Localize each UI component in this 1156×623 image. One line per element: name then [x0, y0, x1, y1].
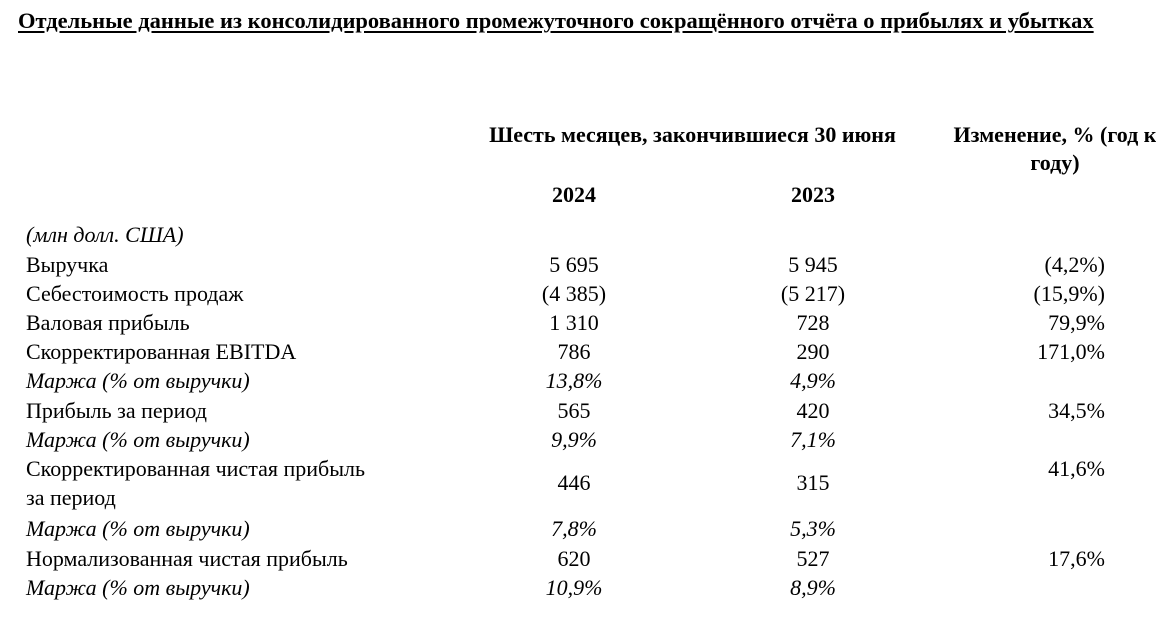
value-2024: 7,8% — [551, 516, 597, 541]
units-label: (млн долл. США) — [26, 222, 184, 247]
row-label-line-1: Скорректированная чистая прибыль — [26, 456, 365, 481]
row-label: Прибыль за период — [26, 398, 207, 423]
value-2024: 9,9% — [551, 427, 597, 452]
year-2024-header: 2024 — [552, 182, 596, 207]
value-2024: 10,9% — [545, 575, 603, 600]
value-2023: 7,1% — [790, 427, 836, 452]
value-2023: 290 — [796, 339, 830, 364]
value-2024: 1 310 — [549, 310, 599, 335]
value-2024: 620 — [557, 546, 591, 571]
value-2023: 4,9% — [790, 368, 836, 393]
row-label: Себестоимость продаж — [26, 281, 244, 306]
row-label: Маржа (% от выручки) — [26, 575, 250, 600]
row-label: Нормализованная чистая прибыль — [26, 546, 348, 571]
value-2024: 5 695 — [549, 252, 599, 277]
value-change: (15,9%) — [1033, 281, 1105, 306]
value-2023: 5 945 — [788, 252, 838, 277]
row-label: Скорректированная EBITDA — [26, 339, 297, 364]
change-header: Изменение, % (год к году) — [953, 122, 1156, 175]
document-title: Отдельные данные из консолидированного промежуточного сокращённого отчёта о прибылях и убытках — [18, 8, 1094, 33]
value-2023: 420 — [796, 398, 830, 423]
year-2023-header: 2023 — [791, 182, 835, 207]
value-change: 41,6% — [1048, 456, 1105, 481]
value-2024: 786 — [557, 339, 591, 364]
value-2024: 13,8% — [545, 368, 603, 393]
value-2023: 315 — [796, 470, 830, 495]
row-label: Валовая прибыль — [26, 310, 190, 335]
value-2023: 728 — [796, 310, 830, 335]
period-header: Шесть месяцев, закончившиеся 30 июня — [489, 122, 896, 147]
value-2024: 446 — [557, 470, 591, 495]
value-change: 34,5% — [1048, 398, 1105, 423]
value-change: 171,0% — [1037, 339, 1105, 364]
row-label: Маржа (% от выручки) — [26, 368, 250, 393]
row-label: Выручка — [26, 252, 109, 277]
value-2024: (4 385) — [541, 281, 607, 306]
row-label: Маржа (% от выручки) — [26, 516, 250, 541]
value-2023: 5,3% — [790, 516, 836, 541]
value-2023: (5 217) — [780, 281, 846, 306]
row-label: Маржа (% от выручки) — [26, 427, 250, 452]
value-change: 79,9% — [1048, 310, 1105, 335]
value-change: (4,2%) — [1044, 252, 1105, 277]
value-2024: 565 — [557, 398, 591, 423]
value-2023: 8,9% — [790, 575, 836, 600]
row-label — [26, 454, 446, 512]
row-label-line-2: за период — [26, 485, 116, 510]
value-2023: 527 — [796, 546, 830, 571]
value-change: 17,6% — [1048, 546, 1105, 571]
